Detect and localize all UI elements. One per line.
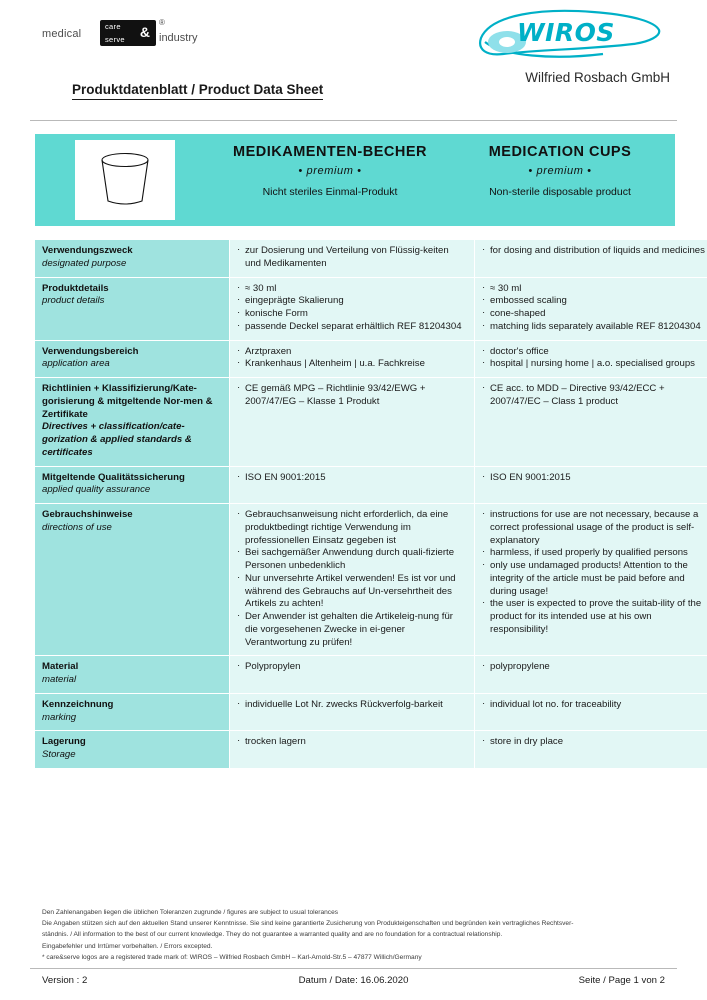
list-item: · Der Anwender ist gehalten die Artikeleig-nung für die vorgesehenen Zwecke in ei-gener Verantwortung zu prüfen! [237, 611, 467, 649]
medical-care-serve-industry-logo [42, 18, 232, 54]
product-image [75, 140, 175, 220]
list-item: · passende Deckel separat erhältlich REF 81204304 [237, 321, 467, 334]
product-premium-de: • premium • [298, 165, 362, 177]
table-row [35, 240, 707, 277]
list-item: · individuelle Lot Nr. zwecks Rückverfolg-barkeit [237, 699, 467, 712]
list-item: · Krankenhaus | Altenheim | u.a. Fachkreise [237, 358, 467, 371]
value-list [482, 699, 707, 712]
list-item: · for dosing and distribution of liquids and medicines [482, 245, 707, 258]
list-item: · ISO EN 9001:2015 [237, 472, 467, 485]
table-row [35, 731, 707, 769]
row-label-en: applied quality assurance [42, 484, 151, 496]
value-list [482, 736, 707, 749]
registered-mark-icon: ® [159, 18, 165, 27]
page-header [30, 0, 677, 97]
list-item: · trocken lagern [237, 736, 467, 749]
badge-ampersand: & [139, 24, 150, 40]
row-label-cell [35, 340, 230, 378]
row-label-en: Storage [42, 749, 76, 760]
table-row [35, 656, 707, 694]
row-label-de: Kennzeichnung [42, 698, 114, 710]
table-row [35, 277, 707, 340]
care-serve-badge [100, 20, 156, 46]
row-label-de: Verwendungszweck [42, 245, 133, 256]
row-label-de: Verwendungsbereich [42, 345, 139, 357]
row-value-cell-en [475, 277, 707, 340]
list-item: · Polypropylen [237, 661, 467, 674]
value-list [237, 346, 467, 372]
row-value-cell-en [475, 240, 707, 277]
row-value-cell-de [230, 378, 475, 467]
list-item: · matching lids separately available REF 81204304 [482, 321, 707, 334]
document-date: Datum / Date: 16.06.2020 [298, 975, 409, 986]
row-label-en: product details [42, 295, 105, 307]
list-item: · cone-shaped [482, 308, 707, 321]
value-list [482, 383, 707, 409]
value-list [237, 699, 467, 712]
row-value-cell-de [230, 693, 475, 731]
row-value-cell-en [475, 731, 707, 769]
list-item: · ≈ 30 ml [482, 283, 707, 296]
list-item: · Bei sachgemäßer Anwendung durch quali-fizierte Personen unbedenklich [237, 547, 467, 573]
value-list [237, 661, 467, 674]
row-label-de: Richtlinien + Klassifizierung/Kate-gorisierung & mitgeltende Nor-men & Zertifikate [42, 383, 213, 420]
row-value-cell-en [475, 693, 707, 731]
row-value-cell-en [475, 656, 707, 694]
row-label-cell [35, 656, 230, 694]
row-value-cell-en [475, 504, 707, 656]
value-list [482, 509, 707, 637]
wiros-wordmark: WIROS [517, 18, 615, 47]
row-label-en: directions of use [42, 521, 112, 533]
footer-note-line: Die Angaben stützen sich auf den aktuellen Stand unserer Kenntnisse. Sie sind keine garantierte Zusicherung von Produkteigenschaften und begründen kein vertragliches Rechtsver- [42, 920, 574, 928]
value-list [237, 509, 467, 649]
specification-table-body [35, 240, 707, 768]
company-name: Wilfried Rosbach GmbH [525, 70, 670, 85]
product-subtitle-en: Non-sterile disposable product [489, 186, 631, 198]
header-divider [30, 120, 677, 121]
banner-column-en [445, 134, 675, 226]
value-list [237, 472, 467, 485]
footer-meta-row [42, 975, 665, 986]
list-item: · Gebrauchsanweisung nicht erforderlich, da eine produktbedingt richtige Verwendung im professionellen Einsatz gegeben ist [237, 509, 467, 547]
product-subtitle-de: Nicht steriles Einmal-Produkt [262, 186, 398, 198]
table-row [35, 466, 707, 504]
value-list [482, 346, 707, 372]
badge-line-serve: serve [105, 35, 125, 44]
list-item: · instructions for use are not necessary, because a correct professional usage of the product is self-explanatory [482, 509, 707, 547]
page-title: Produktdatenblatt / Product Data Sheet [72, 82, 323, 100]
row-label-cell [35, 378, 230, 467]
footer-note-line: Den Zahlenangaben liegen die üblichen Toleranzen zugrunde / figures are subject to usual tolerances [42, 909, 339, 916]
row-value-cell-de [230, 240, 475, 277]
medication-cup-icon [94, 151, 156, 209]
row-label-en: application area [42, 358, 110, 370]
list-item: · polypropylene [482, 661, 707, 674]
row-value-cell-de [230, 277, 475, 340]
row-label-en: material [42, 674, 77, 685]
list-item: · ISO EN 9001:2015 [482, 472, 707, 485]
product-premium-en: • premium • [528, 165, 592, 177]
product-image-container [35, 134, 215, 226]
row-value-cell-en [475, 466, 707, 504]
row-value-cell-de [230, 656, 475, 694]
value-list [237, 283, 467, 334]
list-item: · hospital | nursing home | a.o. specialised groups [482, 358, 707, 371]
product-title-en: MEDICATION CUPS [488, 144, 632, 160]
list-item: · embossed scaling [482, 295, 707, 308]
row-value-cell-de [230, 504, 475, 656]
table-row [35, 504, 707, 656]
value-list [237, 245, 467, 271]
list-item: · Nur unversehrte Artikel verwenden! Es ist vor und während des Gebrauchs auf Un-versehrtheit des Artikels zu achten! [237, 573, 467, 611]
footer-note-line: ständnis. / All information to the best of our current knowledge. They do not guarantee a warranted quality and are no foundation for a contractual relationship. [42, 931, 503, 939]
row-value-cell-de [230, 466, 475, 504]
document-version: Version : 2 [42, 975, 88, 986]
list-item: · individual lot no. for traceability [482, 699, 707, 712]
row-label-en: designated purpose [42, 257, 127, 269]
value-list [482, 472, 707, 485]
list-item: · Arztpraxen [237, 346, 467, 359]
footer-divider [30, 968, 677, 969]
list-item: · konische Form [237, 308, 467, 321]
list-item: · store in dry place [482, 736, 707, 749]
row-label-de: Produktdetails [42, 282, 109, 294]
row-value-cell-en [475, 340, 707, 378]
list-item: · only use undamaged products! Attention to the integrity of the article must be paid before and during usage! [482, 560, 707, 598]
value-list [482, 661, 707, 674]
footer-note-line: Eingabefehler und Irrtümer vorbehalten. / Errors excepted. [42, 942, 213, 950]
row-label-de: Lagerung [42, 736, 86, 748]
footer-note-line: * care&serve logos are a registered trade mark of: WIROS – Wilfried Rosbach GmbH – Karl-Arnold-Str.5 – 47877 Willich/Germany [42, 953, 422, 961]
value-list [237, 383, 467, 409]
value-list [482, 245, 707, 258]
list-item: · eingeprägte Skalierung [237, 295, 467, 308]
logo-text-medical: medical [42, 28, 82, 40]
list-item: · CE acc. to MDD – Directive 93/42/ECC + 2007/47/EC – Class 1 product [482, 383, 707, 409]
table-row [35, 340, 707, 378]
value-list [482, 283, 707, 334]
row-label-en: Directives + classification/cate-gorization & applied standards & certificates [42, 421, 192, 458]
list-item: · ≈ 30 ml [237, 283, 467, 296]
row-label-cell [35, 466, 230, 504]
row-label-cell [35, 693, 230, 731]
row-label-cell [35, 240, 230, 277]
logo-text-industry: industry [159, 32, 198, 44]
value-list [237, 736, 467, 749]
banner-column-de [215, 134, 445, 226]
footer-disclaimer [42, 908, 662, 964]
list-item: · doctor's office [482, 346, 707, 359]
row-value-cell-de [230, 340, 475, 378]
row-value-cell-de [230, 731, 475, 769]
list-item: · zur Dosierung und Verteilung von Flüssig-keiten und Medikamenten [237, 245, 467, 271]
row-label-en: marking [42, 711, 77, 723]
product-banner [35, 134, 675, 226]
row-label-de: Gebrauchshinweise [42, 509, 133, 520]
row-value-cell-en [475, 378, 707, 467]
row-label-cell [35, 731, 230, 769]
specification-table [35, 240, 707, 769]
list-item: · CE gemäß MPG – Richtlinie 93/42/EWG + 2007/47/EG – Klasse 1 Produkt [237, 383, 467, 409]
table-row [35, 378, 707, 467]
product-title-de: MEDIKAMENTEN-BECHER [233, 144, 427, 160]
table-row [35, 693, 707, 731]
row-label-de: Mitgeltende Qualitätssicherung [42, 471, 185, 483]
list-item: · the user is expected to prove the suitab-ility of the product for its intended use at his own responsibility! [482, 598, 707, 636]
list-item: · harmless, if used properly by qualified persons [482, 547, 707, 560]
row-label-cell [35, 277, 230, 340]
badge-line-care: care [105, 22, 121, 31]
page-number: Seite / Page 1 von 2 [578, 975, 666, 986]
row-label-de: Material [42, 661, 79, 673]
row-label-cell [35, 504, 230, 656]
wiros-logo [473, 8, 673, 86]
